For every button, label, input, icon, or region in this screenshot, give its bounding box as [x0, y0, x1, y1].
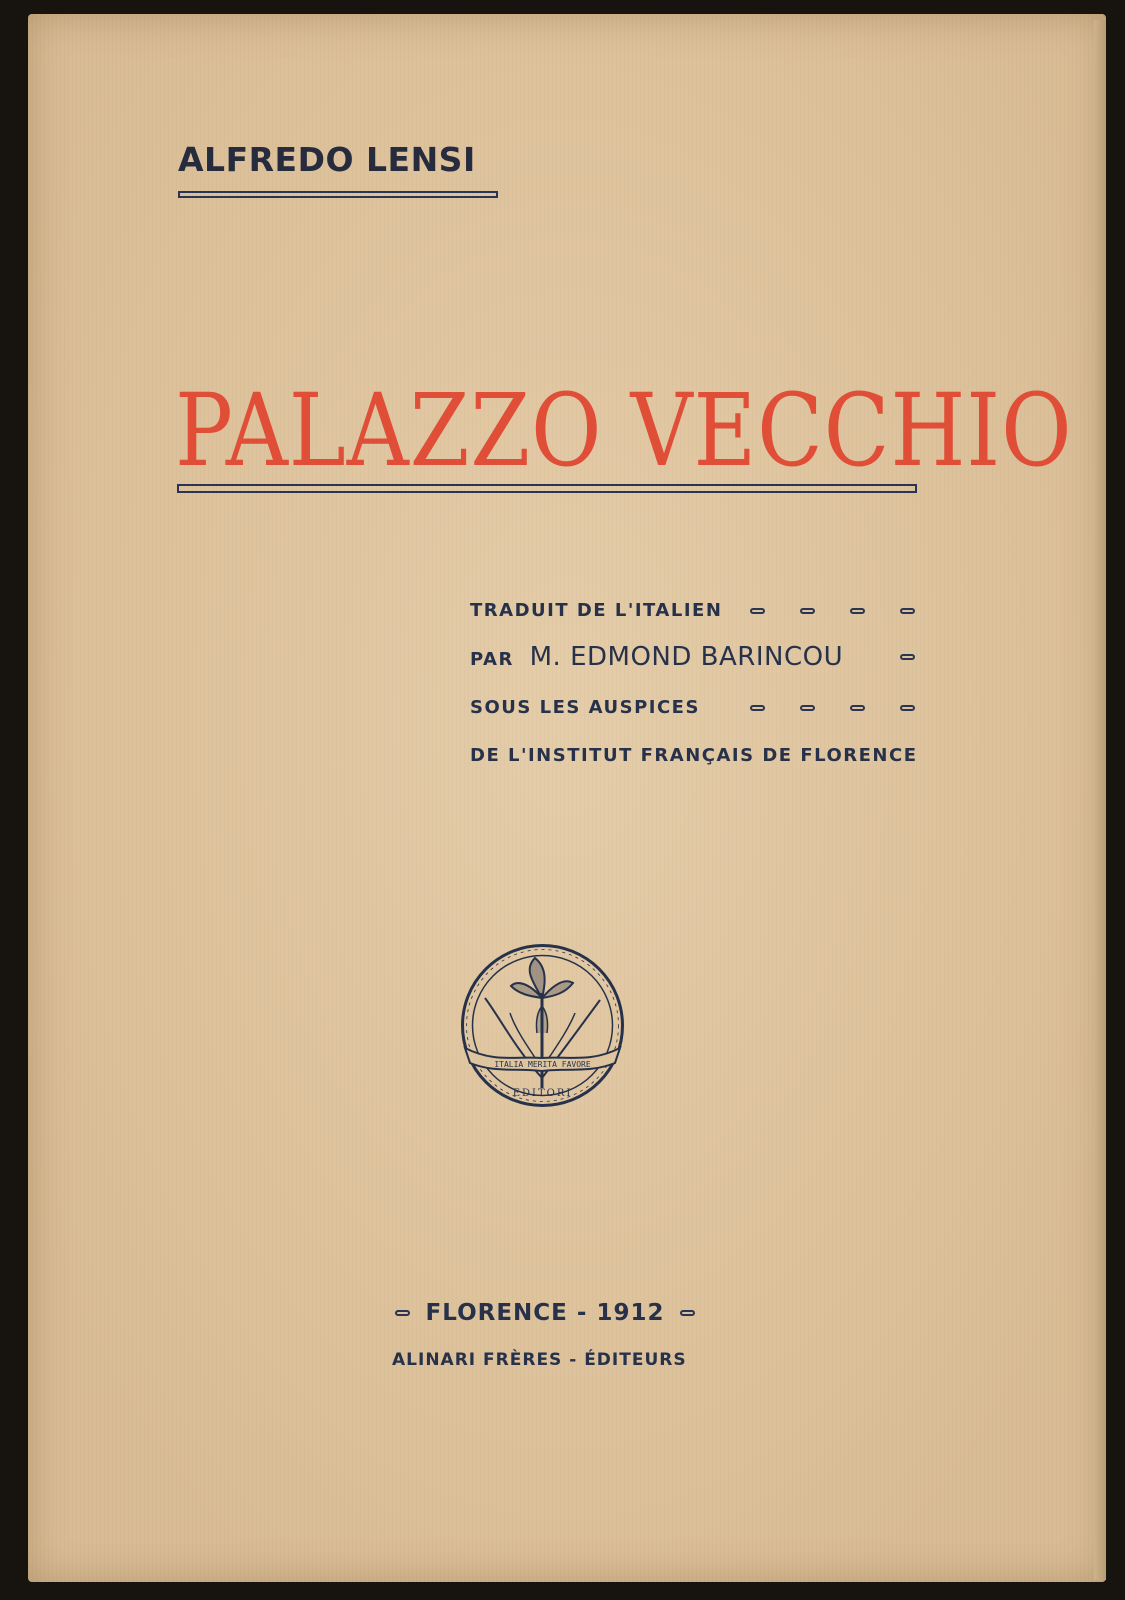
ornament-group	[750, 608, 915, 614]
credit-auspices-text: SOUS LES AUSPICES	[470, 697, 700, 718]
title-underline	[177, 484, 917, 493]
translator-name: M. EDMOND BARINCOU	[529, 642, 844, 672]
emblem-ring-text: EDITORI	[512, 1088, 573, 1099]
publisher-iris-emblem-icon	[455, 938, 630, 1113]
credit-line-translated	[470, 600, 915, 621]
cover-edge	[1094, 20, 1106, 1580]
book-title: PALAZZO VECCHIO	[175, 372, 1073, 489]
ornament-icon	[750, 705, 765, 711]
author-name: ALFREDO LENSI	[178, 140, 476, 179]
credit-line-institute	[470, 745, 918, 766]
ornament-icon	[900, 705, 915, 711]
emblem-ribbon-text: ITALIA MERITA FAVORE	[494, 1060, 591, 1069]
credit-line-auspices	[470, 697, 915, 718]
ornament-icon	[395, 1310, 410, 1316]
credit-institute-text: DE L'INSTITUT FRANÇAIS DE FLORENCE	[470, 745, 918, 766]
cover-paper	[28, 14, 1106, 1582]
ornament-icon	[900, 654, 915, 660]
imprint-publisher: ALINARI FRÈRES - ÉDITEURS	[392, 1350, 687, 1370]
credit-translated-text: TRADUIT DE L'ITALIEN	[470, 600, 723, 621]
ornament-icon	[850, 608, 865, 614]
author-underline	[178, 191, 498, 198]
ornament-icon	[800, 705, 815, 711]
ornament-icon	[750, 608, 765, 614]
ornament-group	[750, 705, 915, 711]
ornament-icon	[850, 705, 865, 711]
translator-wrap	[470, 642, 843, 672]
ornament-icon	[800, 608, 815, 614]
imprint-place-year: FLORENCE - 1912	[425, 1300, 665, 1326]
credit-line-translator	[470, 642, 915, 672]
ornament-icon	[900, 608, 915, 614]
imprint-place-year-line	[395, 1300, 695, 1326]
ornament-icon	[680, 1310, 695, 1316]
credit-by-prefix: PAR	[470, 649, 514, 670]
